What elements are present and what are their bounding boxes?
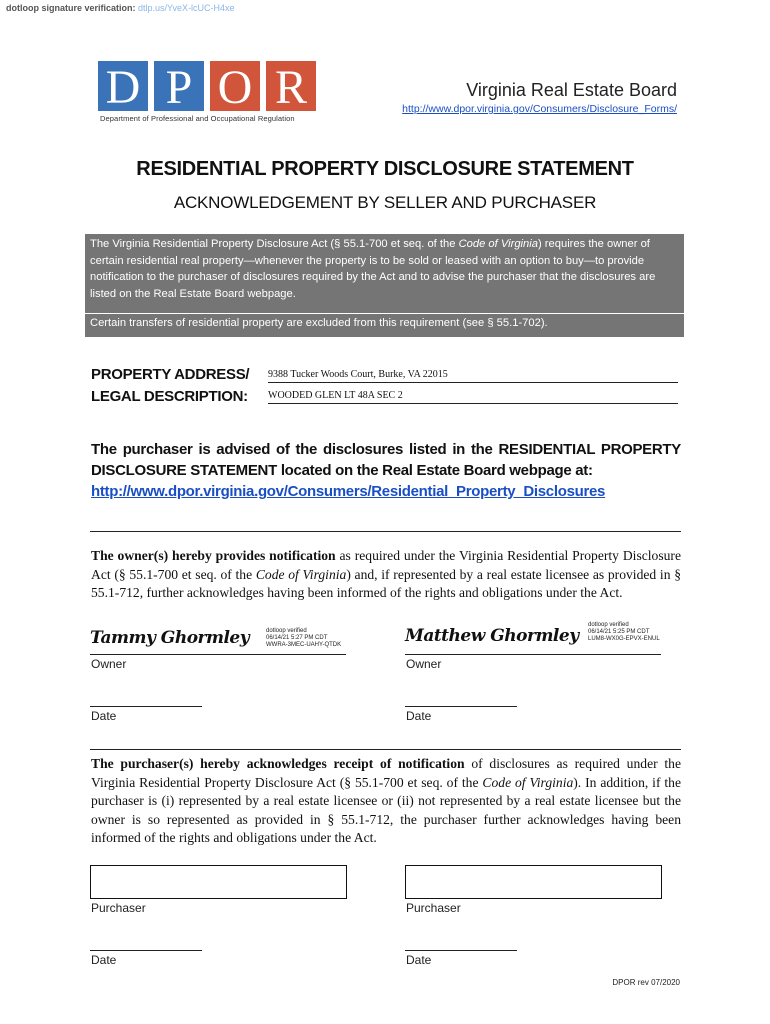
legal-description-field[interactable]: WOODED GLEN LT 48A SEC 2 [268, 390, 678, 404]
verification-label: dotloop signature verification: [6, 3, 136, 13]
notice-box [85, 234, 684, 313]
owner1-signature-line [90, 654, 346, 655]
document-title: RESIDENTIAL PROPERTY DISCLOSURE STATEMENT [136, 158, 634, 180]
logo-letter-d: D [105, 61, 141, 111]
notice-code-italic: Code of Virginia [458, 238, 538, 250]
purchaser2-date-label: Date [406, 953, 432, 967]
exclusion-text: Certain transfers of residential property are excluded from this requirement (see § 55.1-702). [90, 317, 548, 329]
purchaser-code-italic: Code of Virginia [482, 774, 574, 790]
owner1-date-line[interactable] [90, 706, 202, 707]
board-name: Virginia Real Estate Board [466, 80, 677, 100]
owner1-verified-time: 06/14/21 5:27 PM CDT [266, 635, 328, 641]
owner-text-before: as required under the Virginia Residential Property Disclosure Act (§ 55.1-700 et seq. of the [91, 548, 681, 582]
owner1-verified-title: dotloop verified [266, 628, 307, 634]
divider-purchaser [90, 749, 681, 750]
owner-notification-text [91, 547, 681, 603]
disclosures-link[interactable]: http://www.dpor.virginia.gov/Consumers/Residential_Property_Disclosures [91, 483, 606, 500]
owner1-dotloop-verified [266, 628, 341, 649]
property-address-label: PROPERTY ADDRESS/ [91, 366, 250, 383]
purchaser1-date-label: Date [91, 953, 117, 967]
purchaser-ack-bold: The purchaser(s) hereby acknowledges receipt of notification [91, 756, 465, 771]
owner2-verified-time: 06/14/21 5:25 PM CDT [588, 629, 650, 635]
owner2-signature[interactable]: Matthew Ghormley [405, 626, 579, 646]
purchaser2-date-line[interactable] [405, 950, 517, 951]
legal-description-label: LEGAL DESCRIPTION: [91, 388, 248, 405]
dpor-logo [98, 61, 316, 127]
owner1-date-label: Date [91, 709, 117, 723]
purchaser-acknowledgement-text [91, 755, 681, 848]
department-name: Department of Professional and Occupational Regulation [100, 114, 295, 123]
verification-link[interactable]: dtlp.us/YveX-lcUC-H4xe [138, 3, 235, 13]
logo-letter-o: O [217, 61, 253, 111]
dotloop-verification-bar [6, 3, 235, 13]
divider-owner [90, 531, 681, 532]
property-address-field[interactable]: 9388 Tucker Woods Court, Burke, VA 22015 [268, 369, 678, 383]
notice-text-after: ) requires the owner of certain residential real property—whenever the property is to be sold or leased with an option to buy—to provide notification to the purchaser of disclosures required by the Act and to advise the purchaser that the disclosures are listed on the Real Estate Board webpage. [90, 238, 656, 300]
document-subtitle: ACKNOWLEDGEMENT BY SELLER AND PURCHASER [173, 193, 597, 212]
owner-text-after: ) and, if represented by a real estate licensee as provided in § 55.1-712, further acknowledges having been informed of the rights and obligations under the Act. [91, 566, 681, 600]
owner2-verified-code: LUM8-WX0G-EPVX-ENUL [588, 636, 660, 642]
purchaser-text-before: of disclosures as required under the Virginia Residential Property Disclosure Act (§ 55.1-700 et seq. of the [91, 756, 681, 790]
owner2-dotloop-verified [588, 622, 660, 643]
owner2-label: Owner [406, 657, 442, 671]
purchaser-advised-statement [91, 439, 681, 502]
owner2-date-line[interactable] [405, 706, 517, 707]
owner1-signature[interactable]: Tammy Ghormley [90, 628, 250, 648]
dpor-logo-letters [98, 61, 316, 111]
revision-label: DPOR rev 07/2020 [612, 978, 680, 987]
owner2-signature-line [405, 654, 661, 655]
purchaser1-label: Purchaser [91, 901, 146, 915]
owner1-verified-code: WWRA-3MEC-UAHY-QTDK [266, 642, 342, 648]
owner1-label: Owner [91, 657, 127, 671]
purchaser-text-after: ). In addition, if the purchaser is (i) represented by a real estate licensee or (ii) not represented by a real estate licensee but the owner is so represented as provided in § 55.1-712, the purchaser further acknowledges having been informed of the rights and obligations under the Act. [91, 774, 681, 845]
purchaser1-date-line[interactable] [90, 950, 202, 951]
owner-notification-bold: The owner(s) hereby provides notification [91, 548, 336, 563]
board-url-link[interactable]: http://www.dpor.virginia.gov/Consumers/Disclosure_Forms/ [402, 103, 677, 115]
purchaser1-signature-box[interactable] [90, 865, 347, 899]
logo-letter-p: P [165, 61, 193, 111]
notice-text-before: The Virginia Residential Property Disclosure Act (§ 55.1-700 et seq. of the [90, 238, 459, 250]
logo-letter-r: R [274, 61, 308, 111]
owner2-verified-title: dotloop verified [588, 622, 629, 628]
owner-code-italic: Code of Virginia [255, 566, 347, 582]
purchaser2-label: Purchaser [406, 901, 461, 915]
advised-text: The purchaser is advised of the disclosures listed in the RESIDENTIAL PROPERTY DISCLOSURE STATEMENT located on the Real Estate Board webpage at: [91, 441, 681, 479]
purchaser2-signature-box[interactable] [405, 865, 662, 899]
owner2-date-label: Date [406, 709, 432, 723]
exclusion-box [85, 314, 684, 337]
